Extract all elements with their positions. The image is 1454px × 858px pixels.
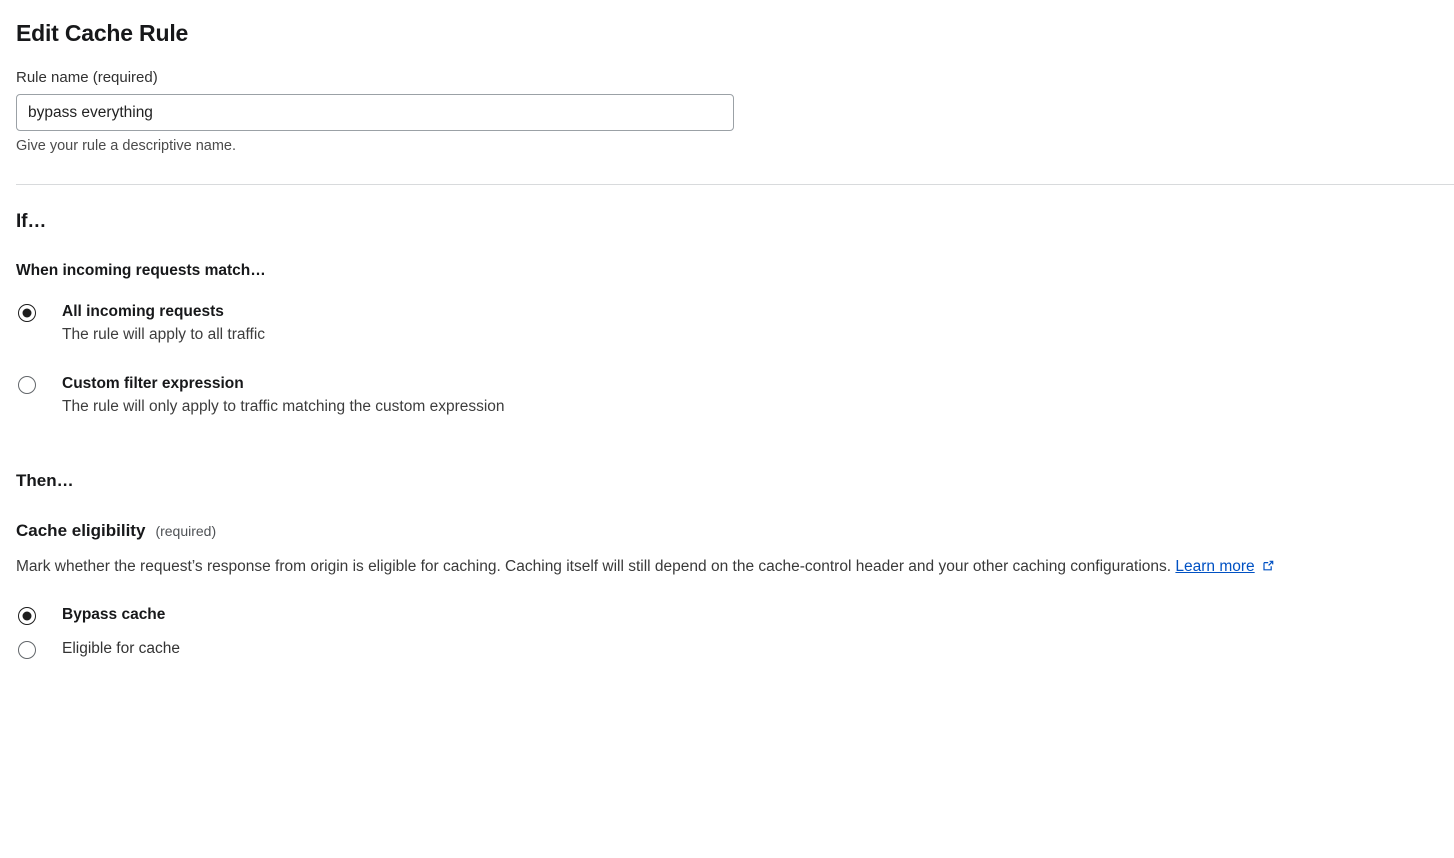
radio-label-eligible-for-cache: Eligible for cache xyxy=(62,640,181,658)
rule-name-help-text: Give your rule a descriptive name. xyxy=(16,138,237,154)
radio-description-all-incoming-requests: The rule will apply to all traffic xyxy=(62,326,266,344)
radio-option-bypass-cache[interactable] xyxy=(16,598,1438,632)
radio-option-eligible-for-cache[interactable] xyxy=(16,632,1438,666)
rule-name-field-group xyxy=(16,69,1438,154)
rule-name-label: Rule name (required) xyxy=(16,69,158,86)
external-link-icon[interactable] xyxy=(1261,557,1275,580)
cache-eligibility-description xyxy=(16,555,1436,580)
section-divider xyxy=(16,184,1454,185)
radio-icon-custom-filter-expression[interactable] xyxy=(18,376,36,394)
radio-icon-bypass-cache[interactable] xyxy=(18,607,36,625)
radio-option-all-incoming-requests[interactable] xyxy=(16,302,1438,346)
cache-eligibility-title: Cache eligibility xyxy=(16,521,146,541)
incoming-requests-match-heading: When incoming requests match… xyxy=(16,262,266,279)
radio-option-custom-filter-expression-text xyxy=(62,374,505,418)
cache-eligibility-radio-group xyxy=(16,598,1438,666)
radio-label-all-incoming-requests: All incoming requests xyxy=(62,303,224,320)
radio-icon-eligible-for-cache[interactable] xyxy=(18,641,36,659)
radio-option-bypass-cache-text xyxy=(62,606,165,624)
rule-name-input[interactable] xyxy=(16,94,734,131)
cache-eligibility-header xyxy=(16,521,1438,541)
incoming-requests-radio-group xyxy=(16,302,1438,417)
radio-option-eligible-for-cache-text xyxy=(62,640,180,658)
cache-eligibility-description-text: Mark whether the request’s response from origin is eligible for caching. Caching itself will still depend on the cache-control header and your other caching configurations. xyxy=(16,558,1172,576)
radio-option-custom-filter-expression[interactable] xyxy=(16,374,1438,418)
cache-eligibility-required-tag: (required) xyxy=(155,523,217,540)
radio-label-custom-filter-expression: Custom filter expression xyxy=(62,374,244,392)
if-section-heading: If… xyxy=(16,211,47,232)
then-section-heading: Then… xyxy=(16,471,74,491)
page-title: Edit Cache Rule xyxy=(16,20,189,46)
radio-option-all-incoming-requests-text xyxy=(62,302,265,346)
radio-label-bypass-cache: Bypass cache xyxy=(62,606,166,624)
radio-icon-all-incoming-requests[interactable] xyxy=(18,304,36,322)
radio-description-custom-filter-expression: The rule will only apply to traffic matching the custom expression xyxy=(62,397,505,415)
learn-more-link[interactable]: Learn more xyxy=(1175,558,1255,576)
